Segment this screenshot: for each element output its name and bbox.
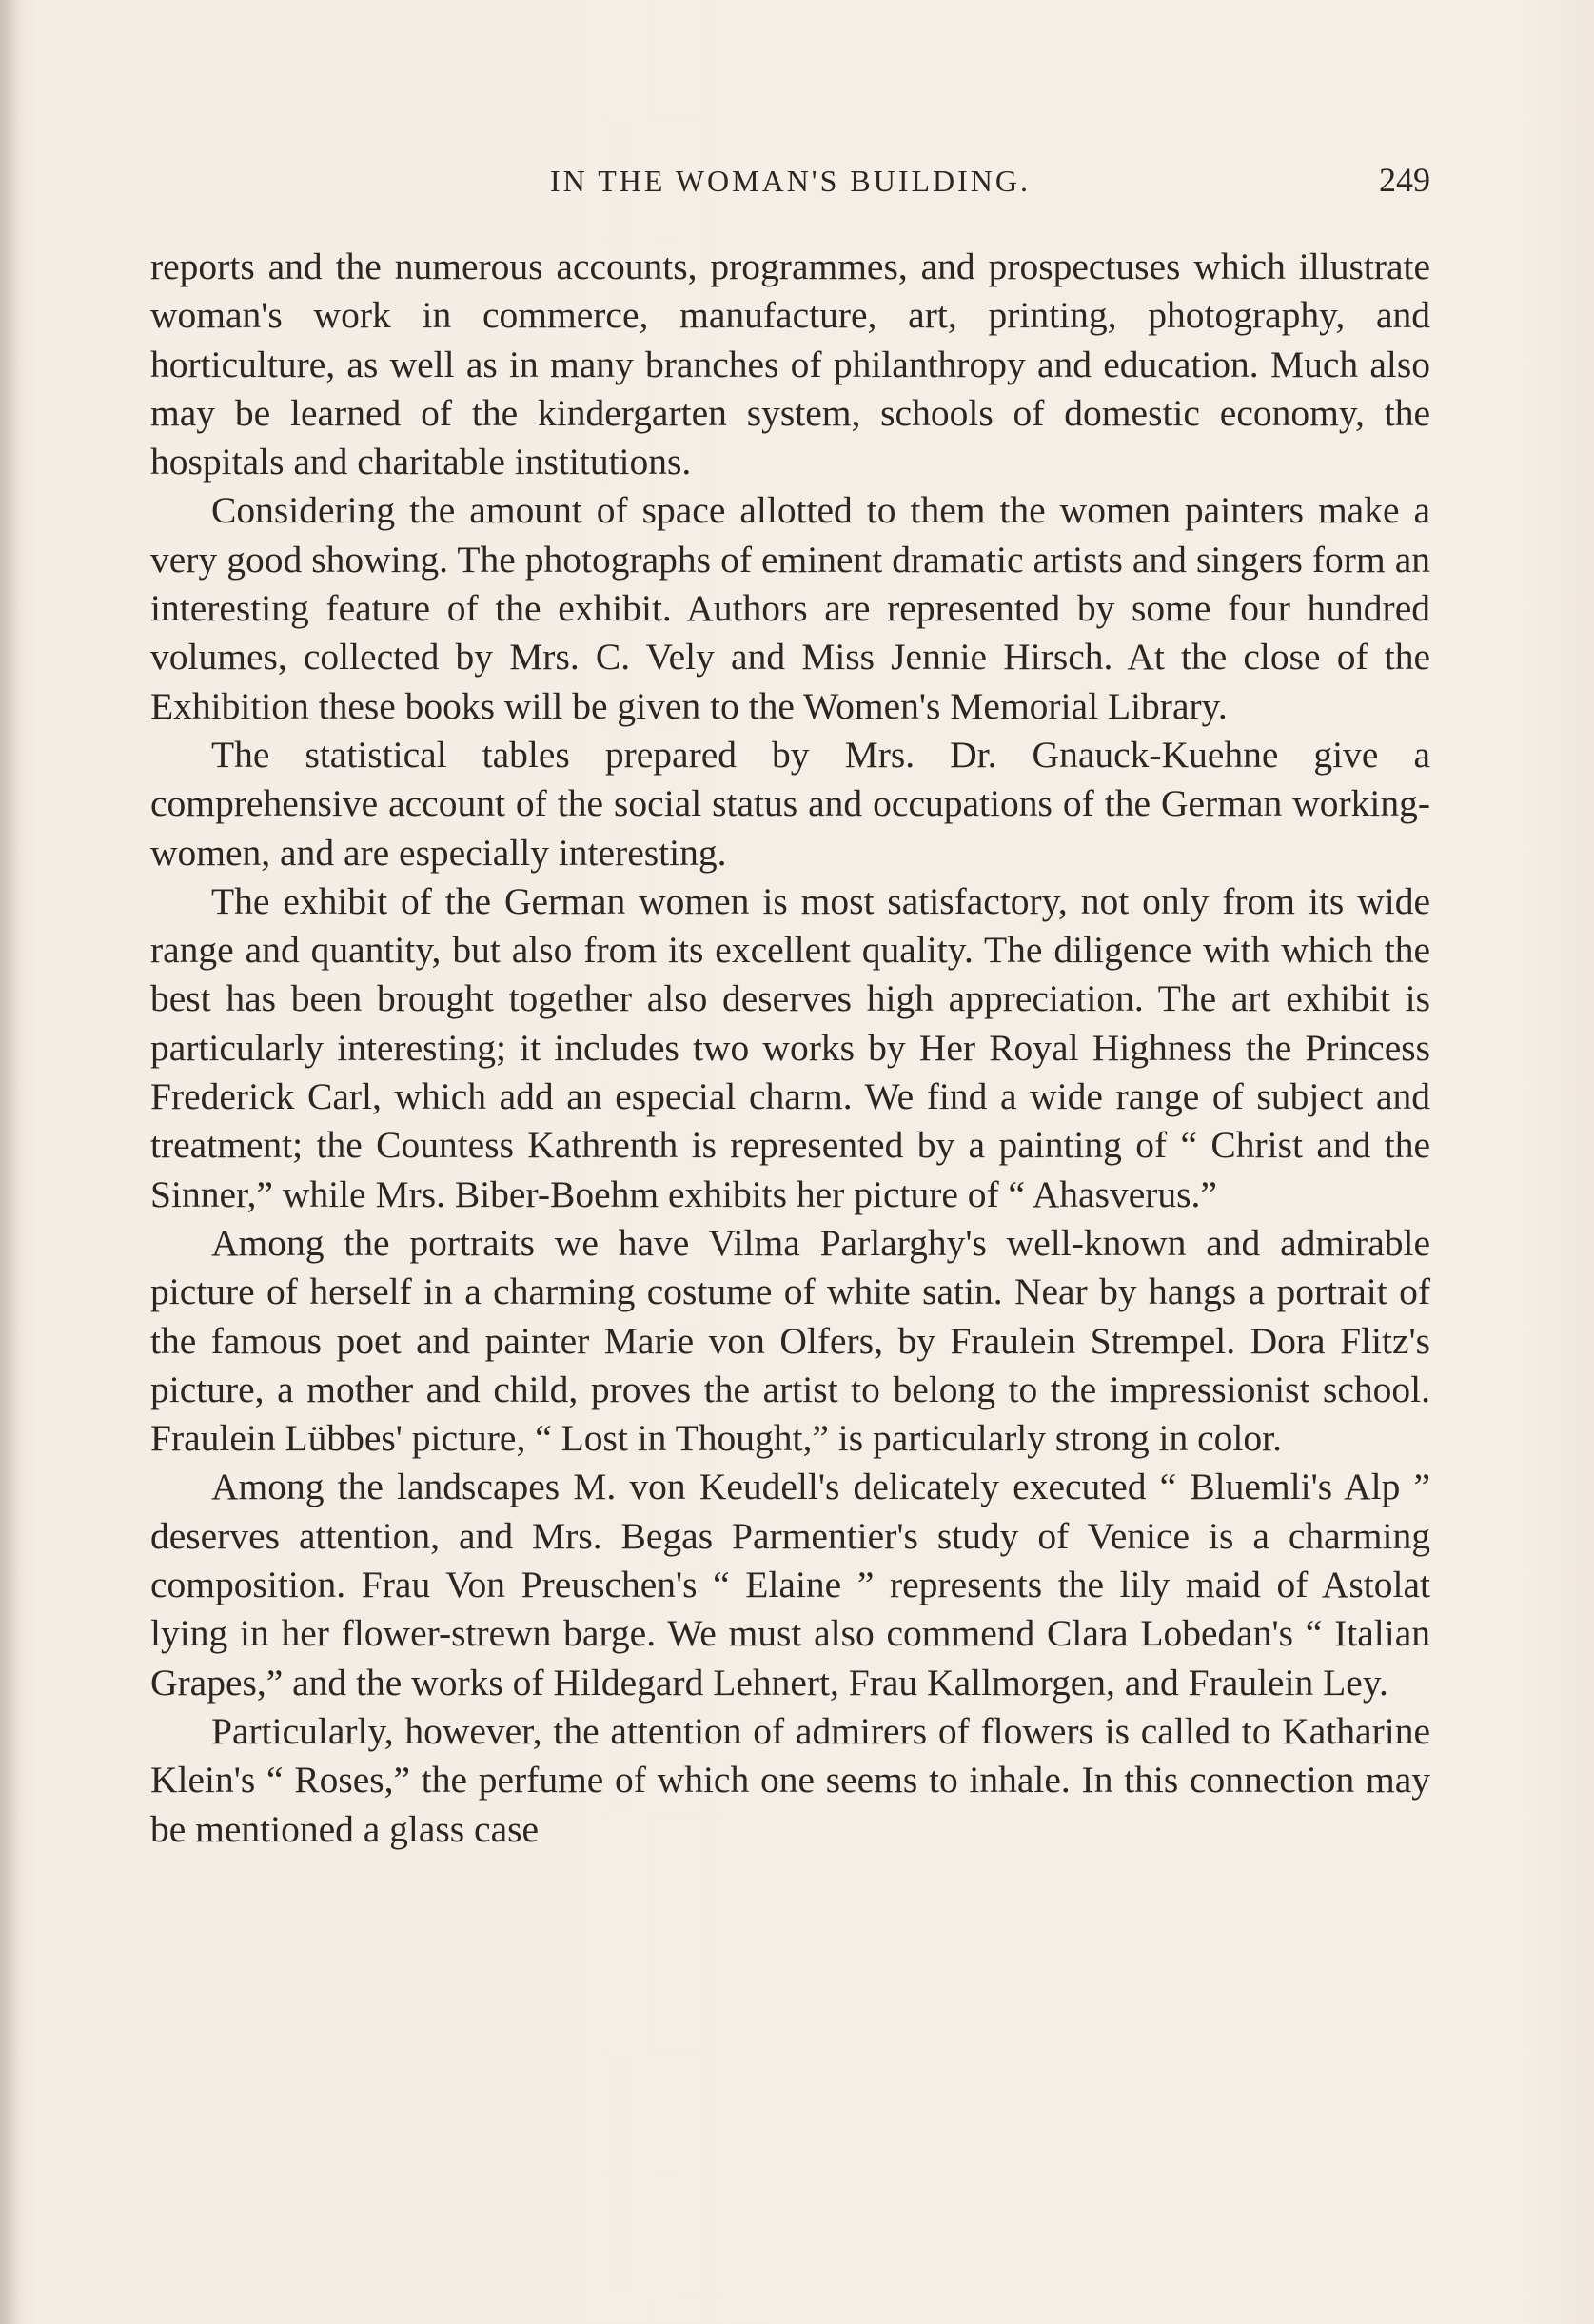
paragraph: reports and the numerous accounts, programmes, and prospectuses which illustrate woman's work in commerce, manufacture, art, printing, photography, and horticulture, as well as in many branches of philanthropy and education. Much also may be learned of the kindergarten system, schools of domestic economy, the hospitals and charitable institutions. (150, 246, 1430, 483)
running-title: IN THE WOMAN'S BUILDING. (550, 164, 1031, 198)
spine-shadow (0, 0, 21, 2324)
body-text (150, 243, 1430, 1854)
paragraph: The exhibit of the German women is most satisfactory, not only from its wide range and quantity, but also from its excellent quality. The diligence with which the best has been brought together also deserves high appreciation. The art exhibit is particularly interesting; it includes two works by Her Royal Highness the Princess Frederick Carl, which add an especial charm. We find a wide range of subject and treatment; the Countess Kathrenth is represented by a painting of “ Christ and the Sinner,” while Mrs. Biber-Boehm exhibits her picture of “ Ahasverus.” (150, 879, 1430, 1215)
paragraph: Particularly, however, the attention of admirers of flowers is called to Katharine Klein's “ Roses,” the perfume of which one seems to inhale. In this connection may be mentioned a glass case (150, 1709, 1430, 1850)
running-head (150, 160, 1430, 206)
paragraph: Considering the amount of space allotted to them the women painters make a very good showing. The photographs of eminent dramatic artists and singers form an interesting feature of the exhibit. Authors are represented by some four hundred volumes, collected by Mrs. C. Vely and Miss Jennie Hirsch. At the close of the Exhibition these books will be given to the Women's Memorial Library. (150, 489, 1430, 727)
paragraph: The statistical tables prepared by Mrs. Dr. Gnauck-Kuehne give a comprehensive account of the social status and occupations of the German working-women, and are especially interesting. (150, 733, 1430, 874)
paragraph: Among the landscapes M. von Keudell's delicately executed “ Bluemli's Alp ” deserves attention, and Mrs. Begas Parmentier's study of Venice is a charming composition. Frau Von Preuschen's “ Elaine ” represents the lily maid of Astolat lying in her flower-strewn barge. We must also commend Clara Lobedan's “ Italian Grapes,” and the works of Hildegard Lehnert, Frau Kallmorgen, and Fraulein Ley. (150, 1466, 1430, 1704)
page-number: 249 (1379, 161, 1430, 199)
paragraph: Among the portraits we have Vilma Parlarghy's well-known and admirable picture of herself in a charming costume of white satin. Near by hangs a portrait of the famous poet and painter Marie von Olfers, by Fraulein Strempel. Dora Flitz's picture, a mother and child, proves the artist to belong to the impressionist school. Fraulein Lübbes' picture, “ Lost in Thought,” is particularly strong in color. (150, 1221, 1430, 1460)
